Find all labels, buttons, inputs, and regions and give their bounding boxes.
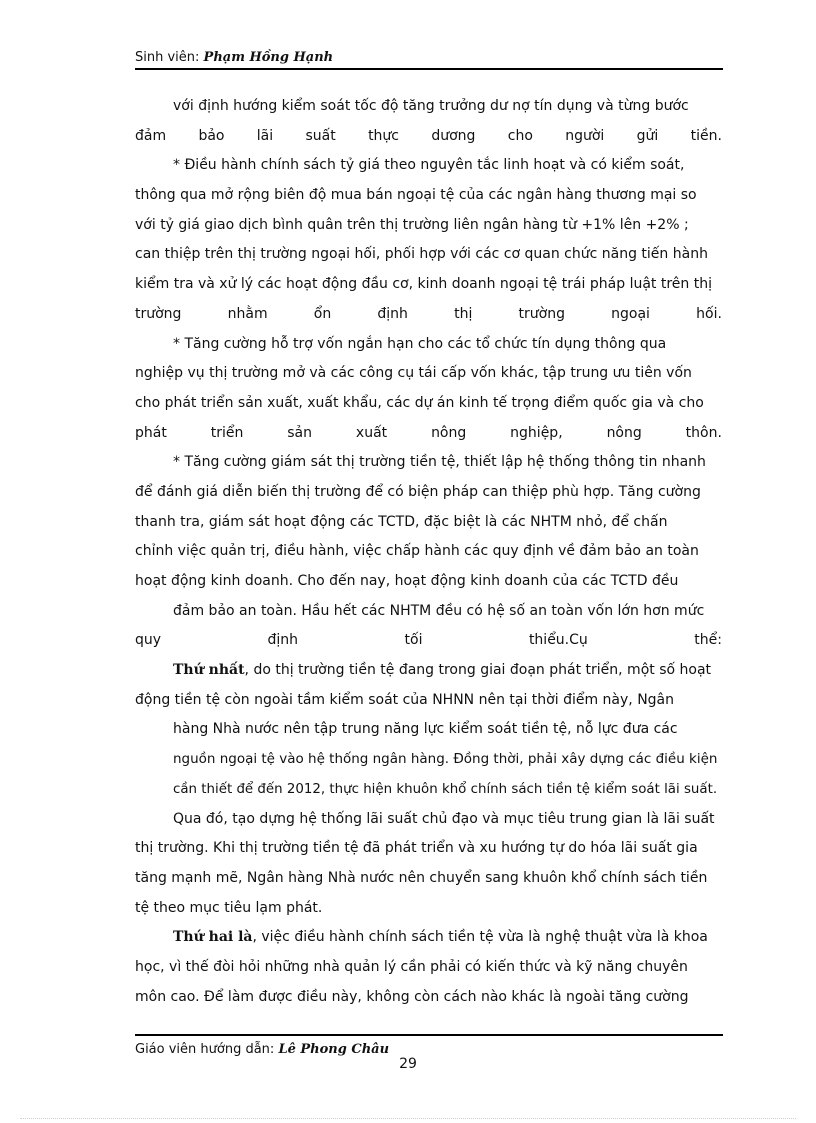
text-line: tăng mạnh mẽ, Ngân hàng Nhà nước nên chuyển sang khuôn khổ chính sách tiền xyxy=(135,869,708,886)
text-line: với định hướng kiểm soát tốc độ tăng trưởng dư nợ tín dụng và từng bước xyxy=(173,98,689,114)
text-line: * Điều hành chính sách tỷ giá theo nguyên tắc linh hoạt và có kiểm soát, xyxy=(173,157,685,174)
text-line: học, vì thế đòi hỏi những nhà quản lý cần phải có kiến thức và kỹ năng chuyên xyxy=(135,958,688,975)
word: cho xyxy=(507,127,533,144)
word: ngoại xyxy=(611,305,650,322)
word: gửi xyxy=(636,127,659,144)
word: nông xyxy=(431,424,467,441)
word: ổn xyxy=(313,305,332,322)
word: tiền. xyxy=(690,127,722,144)
text-line xyxy=(135,656,722,686)
word: dương xyxy=(431,127,476,144)
word: phát xyxy=(135,424,167,441)
bold-lead: Thứ hai là xyxy=(173,929,253,946)
text-line: hoạt động kinh doanh. Cho đến nay, hoạt động kinh doanh của các TCTD đều xyxy=(135,573,679,589)
word: trường xyxy=(518,305,565,322)
word: suất xyxy=(305,127,336,144)
bold-lead: Thứ nhất xyxy=(173,662,245,679)
line-text: , việc điều hành chính sách tiền tệ vừa là nghệ thuật vừa là khoa xyxy=(252,929,708,946)
justified-line xyxy=(135,122,722,152)
word: trường xyxy=(135,305,182,322)
justified-line xyxy=(135,419,722,449)
text-line: * Tăng cường giám sát thị trường tiền tệ, thiết lập hệ thống thông tin nhanh xyxy=(173,454,706,471)
header-label: Sinh viên: xyxy=(135,50,200,65)
word: thiểu.Cụ xyxy=(528,632,588,649)
text-line: hàng Nhà nước nên tập trung năng lực kiểm soát tiền tệ, nỗ lực đưa các xyxy=(173,721,678,738)
text-line: môn cao. Để làm được điều này, không còn cách nào khác là ngoài tăng cường xyxy=(135,988,689,1005)
word: thể: xyxy=(694,632,722,649)
student-name: Phạm Hồng Hạnh xyxy=(203,50,334,65)
word: bảo xyxy=(198,127,225,144)
text-line: Qua đó, tạo dựng hệ thống lãi suất chủ đạo và mục tiêu trung gian là lãi suất xyxy=(173,810,715,827)
text-line: chỉnh việc quản trị, điều hành, việc chấp hành các quy định về đảm bảo an toàn xyxy=(135,543,699,560)
word: quy xyxy=(135,632,162,649)
text-line xyxy=(135,923,722,953)
text-line: * Tăng cường hỗ trợ vốn ngắn hạn cho các tổ chức tín dụng thông qua xyxy=(173,335,667,352)
footer-rule xyxy=(135,1034,723,1036)
advisor-name: Lê Phong Châu xyxy=(278,1042,390,1057)
word: nông xyxy=(606,424,642,441)
word: xuất xyxy=(355,424,388,441)
text-line: nguồn ngoại tệ vào hệ thống ngân hàng. Đồng thời, phải xây dựng các điều kiện xyxy=(173,751,718,768)
header-rule xyxy=(135,68,723,70)
page-footer xyxy=(135,1042,389,1057)
word: định xyxy=(267,632,299,649)
word: thôn. xyxy=(685,424,722,441)
text-line: cần thiết để đến 2012, thực hiện khuôn khổ chính sách tiền tệ kiểm soát lãi suất. xyxy=(173,781,718,797)
word: triển xyxy=(210,424,244,441)
line-text: , do thị trường tiền tệ đang trong giai đoạn phát triển, một số hoạt xyxy=(244,662,712,679)
text-line: để đánh giá diễn biến thị trường để có biện pháp can thiệp phù hợp. Tăng cường xyxy=(135,483,701,500)
text-line: đảm bảo an toàn. Hầu hết các NHTM đều có hệ số an toàn vốn lớn hơn mức xyxy=(173,602,705,619)
word: người xyxy=(565,127,605,144)
page-number: 29 xyxy=(399,1056,417,1072)
text-line: tệ theo mục tiêu lạm phát. xyxy=(135,899,323,916)
document-body xyxy=(135,92,722,1012)
word: đảm xyxy=(135,127,167,144)
word: hối. xyxy=(696,305,722,322)
word: nghiệp, xyxy=(510,424,563,441)
text-line: thị trường. Khi thị trường tiền tệ đã phát triển và xu hướng tự do hóa lãi suất gia xyxy=(135,840,698,857)
text-line: can thiệp trên thị trường ngoại hối, phối hợp với các cơ quan chức năng tiến hành xyxy=(135,246,708,263)
word: thị xyxy=(454,305,473,322)
text-line: kiểm tra và xử lý các hoạt động đầu cơ, kinh doanh ngoại tệ trái pháp luật trên thị xyxy=(135,276,712,293)
word: tối xyxy=(404,632,423,649)
word: sản xyxy=(287,424,313,441)
justified-line xyxy=(135,626,722,656)
text-line: nghiệp vụ thị trường mở và các công cụ tái cấp vốn khác, tập trung ưu tiên vốn xyxy=(135,365,692,382)
word: lãi xyxy=(256,127,274,144)
text-line: thông qua mở rộng biên độ mua bán ngoại tệ của các ngân hàng thương mại so xyxy=(135,187,697,204)
page-header xyxy=(135,50,722,65)
text-line: động tiền tệ còn ngoài tầm kiểm soát của NHNN nên tại thời điểm này, Ngân xyxy=(135,691,674,708)
text-line: thanh tra, giám sát hoạt động các TCTD, đặc biệt là các NHTM nhỏ, để chấn xyxy=(135,513,668,530)
word: định xyxy=(377,305,408,322)
word: thực xyxy=(368,127,399,144)
text-line: với tỷ giá giao dịch bình quân trên thị trường liên ngân hàng từ +1% lên +2% ; xyxy=(135,216,689,233)
page-edge-divider xyxy=(20,1118,796,1119)
word: nhằm xyxy=(227,305,268,322)
text-line: cho phát triển sản xuất, xuất khẩu, các dự án kinh tế trọng điểm quốc gia và cho xyxy=(135,394,704,411)
footer-label: Giáo viên hướng dẫn: xyxy=(135,1042,275,1057)
justified-line xyxy=(135,300,722,330)
